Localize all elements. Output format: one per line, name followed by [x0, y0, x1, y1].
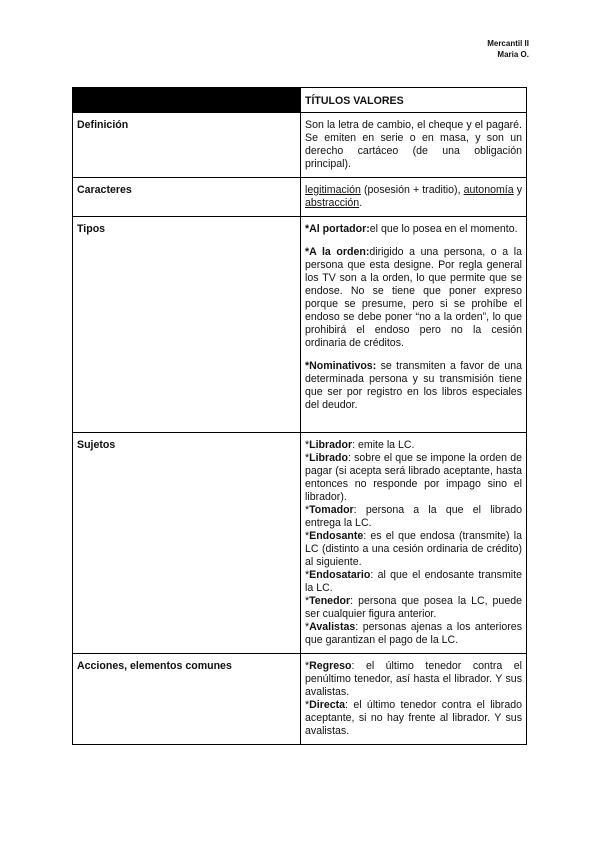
caracteres-text [301, 178, 527, 217]
tipo-orden-name: *A la orden: [305, 246, 370, 258]
sujeto-name: Tenedor [309, 595, 351, 607]
sujeto-name: Librado [309, 452, 348, 464]
sujeto-name: Endosante [309, 530, 364, 542]
sujeto-text: : personas ajenas a los anteriores que garantizan el pago de la LC. [305, 621, 522, 646]
sujeto-item [305, 621, 522, 647]
sujeto-item [305, 595, 522, 621]
sujetos-content [301, 433, 527, 654]
sujeto-text: : sobre el que se impone la orden de pagar (si acepta será librado aceptante, hasta entonces no responde por impago sino el librador). [305, 452, 522, 503]
row-acciones [73, 654, 527, 745]
accion-name: Regreso [309, 660, 352, 672]
tipo-portador-name: *Al portador: [305, 223, 370, 235]
tipo-orden [305, 246, 522, 350]
conjunction-y: y [513, 184, 522, 196]
definicion-text: Son la letra de cambio, el cheque y el pagaré. Se emiten en serie o en masa, y son un derecho cartáceo (de una obligación principal). [301, 113, 527, 178]
accion-text: : el último tenedor contra el librado aceptante, si no hay frente al librador. Y sus avalistas. [305, 699, 522, 737]
sujeto-item [305, 530, 522, 569]
row-tipos [73, 217, 527, 433]
tipo-portador [305, 223, 522, 236]
bullet-star: * [305, 660, 310, 672]
bullet-star: * [305, 452, 310, 464]
header-author: Maria O. [497, 50, 529, 59]
sujeto-text: : al que el endosante transmite la LC. [305, 569, 522, 594]
accion-item [305, 699, 522, 738]
row-label-definicion: Definición [73, 113, 301, 178]
sujeto-text: : persona a la que el librado entrega la LC. [305, 504, 522, 529]
sujeto-text: : emite la LC. [352, 439, 415, 451]
bullet-star: * [305, 439, 310, 451]
row-caracteres [73, 178, 527, 217]
term-autonomia: autonomía [463, 184, 514, 196]
sujeto-name: Librador [309, 439, 353, 451]
tipo-orden-text: dirigido a una persona, o a la persona que esta designe. Por regla general los TV son a la orden, lo que permite que se endose. No se tiene que poner expreso porque se presume, pero si se prohíbe el endoso se debe poner “no a la orden”, lo que prohibirá el endoso pero no la cesión ordinaria de créditos. [305, 246, 523, 349]
sujeto-item [305, 569, 522, 595]
tipo-nominativos-text: se transmiten a favor de una determinada persona y su transmisión tiene que ser por registro en los libros especiales del deudor. [305, 360, 522, 411]
row-label-sujetos: Sujetos [73, 433, 301, 654]
table-header-row [73, 88, 527, 113]
accion-text: : el último tenedor contra el penúltimo tenedor, así hasta el librador. Y sus avalistas. [305, 660, 522, 698]
bullet-star: * [305, 595, 310, 607]
row-label-acciones: Acciones, elementos comunes [73, 654, 301, 745]
titulos-valores-table [72, 87, 527, 745]
sujeto-name: Tomador [309, 504, 354, 516]
legitimacion-detail: (posesión + traditio), [360, 184, 461, 196]
tipos-content [301, 217, 527, 433]
row-label-tipos: Tipos [73, 217, 301, 433]
bullet-star: * [305, 621, 310, 633]
sujeto-item [305, 504, 522, 530]
table-title: TÍTULOS VALORES [301, 88, 527, 113]
tipo-nominativos [305, 360, 522, 426]
accion-item [305, 660, 522, 699]
term-legitimacion: legitimación [305, 184, 361, 196]
sujeto-name: Endosatario [309, 569, 371, 581]
sujeto-name: Avalistas [309, 621, 356, 633]
row-sujetos [73, 433, 527, 654]
sujeto-item [305, 452, 522, 504]
accion-name: Directa [309, 699, 346, 711]
sujeto-text: : es el que endosa (transmite) la LC (distinto a una cesión ordinaria de crédito) al siguiente. [305, 530, 522, 568]
header-black-cell [73, 88, 301, 113]
acciones-content [301, 654, 527, 745]
bullet-star: * [305, 569, 310, 581]
header-course: Mercantil II [487, 39, 529, 48]
sujeto-text: : persona que posea la LC, puede ser cualquier figura anterior. [305, 595, 522, 620]
sujeto-item [305, 439, 522, 452]
bullet-star: * [305, 699, 310, 711]
term-abstraccion: abstracción [305, 197, 360, 209]
page-header [487, 38, 529, 60]
bullet-star: * [305, 504, 310, 516]
tipo-nominativos-name: *Nominativos: [305, 360, 377, 372]
tipo-portador-text: el que lo posea en el momento. [369, 223, 518, 235]
row-label-caracteres: Caracteres [73, 178, 301, 217]
bullet-star: * [305, 530, 310, 542]
period: . [359, 197, 363, 209]
row-definicion [73, 113, 527, 178]
